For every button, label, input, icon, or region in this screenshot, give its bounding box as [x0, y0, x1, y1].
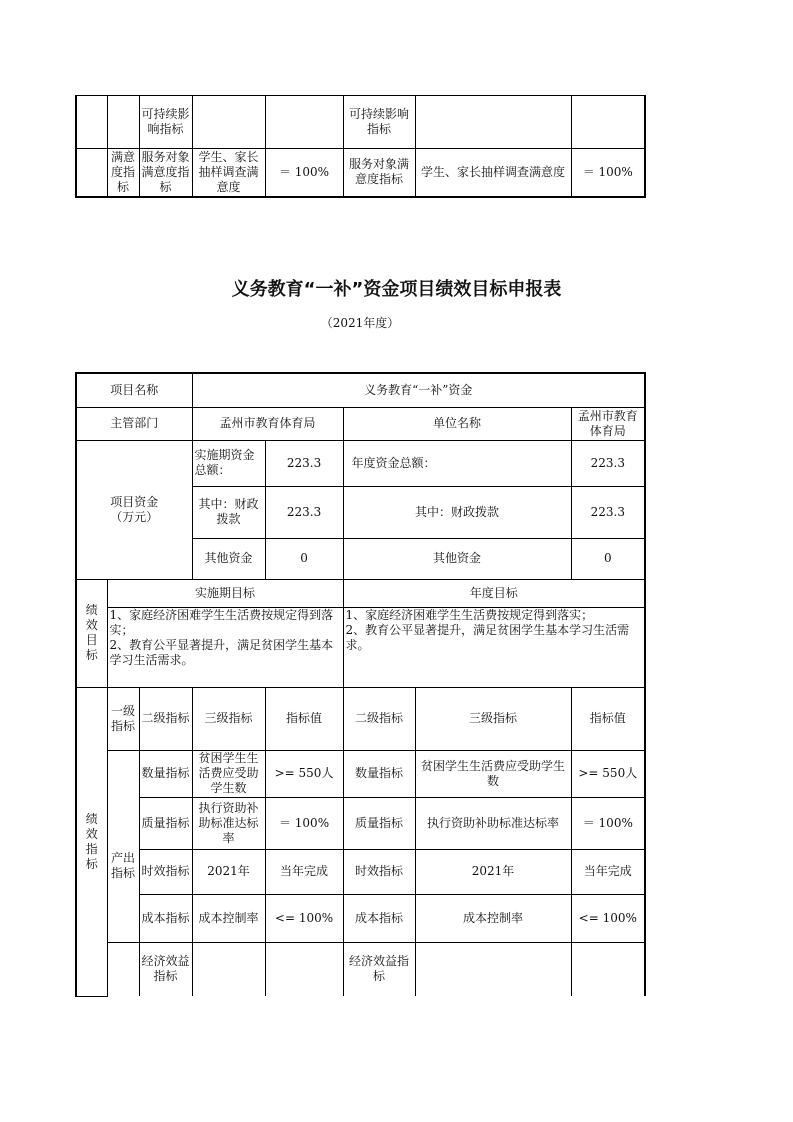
table-row-year-lvl3: 2021年	[415, 849, 571, 894]
table-row-lvl2: 成本指标	[139, 894, 192, 942]
year-value-header: 指标值	[571, 687, 645, 750]
year-total-label: 年度资金总额：	[343, 440, 571, 486]
blank-cell	[571, 942, 645, 996]
year-econ-benefit-label: 经济效益指标	[343, 942, 415, 996]
unit-value: 孟州市教育体育局	[571, 407, 645, 440]
table-row-lvl3: 2021年	[192, 849, 265, 894]
impl-total-value: 223.3	[265, 440, 343, 486]
table-row-lvl3: 成本控制率	[192, 894, 265, 942]
table-row-lvl2: 时效指标	[139, 849, 192, 894]
year-lvl2-header: 二级指标	[343, 687, 415, 750]
blank-cell	[415, 96, 571, 149]
year-lvl3-header: 三级指标	[415, 687, 571, 750]
output-indicators-label: 产出指标	[107, 750, 139, 942]
table-row-year-value: 当年完成	[571, 849, 645, 894]
impl-goal-text: 1、家庭经济困难学生生活费按规定得到落实； 2、教育公平显著提升，满足贫困学生基本学习生活需求。	[107, 607, 343, 687]
table-row-year-lvl3: 成本控制率	[415, 894, 571, 942]
value-header: 指标值	[265, 687, 343, 750]
blank-cell	[415, 942, 571, 996]
blank-cell	[192, 942, 265, 996]
year-total-value: 223.3	[571, 440, 645, 486]
year-other-value: 0	[571, 538, 645, 579]
blank-cell	[76, 149, 107, 197]
table-row-value: ＝ 100%	[265, 797, 343, 849]
year-other-label: 其他资金	[343, 538, 571, 579]
dept-value: 孟州市教育体育局	[192, 407, 343, 440]
page-title: 义务教育“一补”资金项目绩效目标申报表	[231, 279, 562, 300]
blank-cell	[107, 96, 139, 149]
blank-cell	[76, 96, 107, 149]
year-service-satisfaction-label: 服务对象满意度指标	[343, 149, 415, 197]
table-row-year-lvl3: 执行资助补助标准达标率	[415, 797, 571, 849]
table-row-year-lvl3: 贫困学生生活费应受助学生数	[415, 750, 571, 797]
indicators-side-label: 绩效指标	[76, 687, 107, 996]
lvl1-header: 一级指标	[107, 687, 139, 750]
table-row-value: <= 100%	[265, 894, 343, 942]
top-fragment-table	[75, 95, 646, 198]
year-fin-value: 223.3	[571, 486, 645, 538]
econ-benefit-label: 经济效益指标	[139, 942, 192, 996]
impl-goal-header: 实施期目标	[107, 579, 343, 607]
page-subtitle: （2021年度）	[320, 316, 400, 330]
goals-side-label: 绩效目标	[76, 579, 107, 687]
table-row-lvl3: 执行资助补助标准达标率	[192, 797, 265, 849]
table-row-year-value: ＝ 100%	[571, 797, 645, 849]
table-row-year-value: >= 550人	[571, 750, 645, 797]
main-form-table	[75, 372, 646, 997]
project-name-value: 义务教育“一补”资金	[192, 373, 645, 407]
impl-fin-value: 223.3	[265, 486, 343, 538]
table-row-value: >= 550人	[265, 750, 343, 797]
table-row-year-lvl2: 数量指标	[343, 750, 415, 797]
blank-cell	[265, 96, 343, 149]
year-sustainable-impact-label: 可持续影响指标	[343, 96, 415, 149]
blank-cell	[192, 96, 265, 149]
table-row-lvl3: 贫困学生生活费应受助学生数	[192, 750, 265, 797]
table-row-year-lvl2: 时效指标	[343, 849, 415, 894]
year-goal-text: 1、家庭经济困难学生生活费按规定得到落实； 2、教育公平显著提升，满足贫困学生基本学习生活需求。	[343, 607, 645, 687]
lvl2-header: 二级指标	[139, 687, 192, 750]
satisfaction-label: 满意度指标	[107, 149, 139, 197]
sustainable-impact-label: 可持续影响指标	[139, 96, 192, 149]
impl-other-value: 0	[265, 538, 343, 579]
table-row-lvl2: 质量指标	[139, 797, 192, 849]
blank-cell	[571, 96, 645, 149]
table-row-year-lvl2: 质量指标	[343, 797, 415, 849]
table-row-year-lvl2: 成本指标	[343, 894, 415, 942]
fund-label: 项目资金（万元）	[76, 440, 192, 579]
impl-fin-label: 其中：财政拨款	[192, 486, 265, 538]
table-row-year-value: <= 100%	[571, 894, 645, 942]
year-fin-label: 其中：财政拨款	[343, 486, 571, 538]
year-satisfaction-value: ＝ 100%	[571, 149, 645, 197]
year-satisfaction-metric: 学生、家长抽样调查满意度	[415, 149, 571, 197]
year-goal-header: 年度目标	[343, 579, 645, 607]
blank-cell	[107, 942, 139, 996]
project-name-label: 项目名称	[76, 373, 192, 407]
lvl3-header: 三级指标	[192, 687, 265, 750]
satisfaction-value: ＝ 100%	[265, 149, 343, 197]
impl-other-label: 其他资金	[192, 538, 265, 579]
unit-label: 单位名称	[343, 407, 571, 440]
satisfaction-metric: 学生、家长抽样调查满意度	[192, 149, 265, 197]
service-satisfaction-label: 服务对象满意度指标	[139, 149, 192, 197]
dept-label: 主管部门	[76, 407, 192, 440]
impl-total-label: 实施期资金总额：	[192, 440, 265, 486]
table-row-value: 当年完成	[265, 849, 343, 894]
table-row-lvl2: 数量指标	[139, 750, 192, 797]
blank-cell	[265, 942, 343, 996]
